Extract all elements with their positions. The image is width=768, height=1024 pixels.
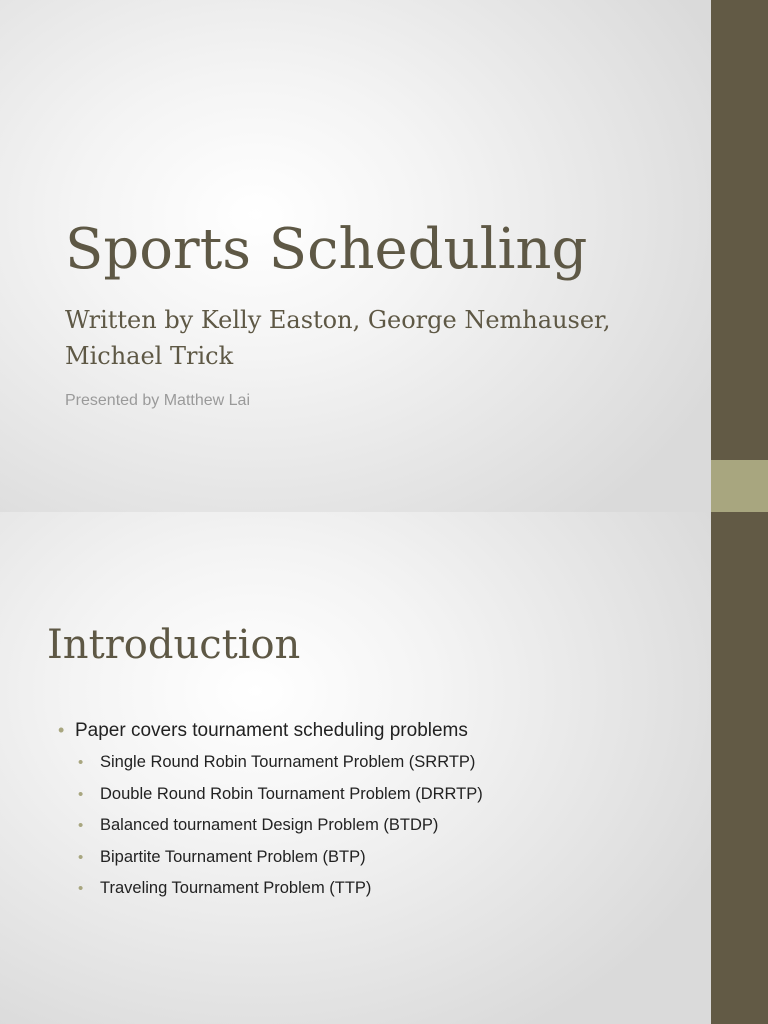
bullet-list [58, 718, 483, 905]
sub-bullet-list [78, 747, 483, 905]
sub-bullet-text: Double Round Robin Tournament Problem (DRRTP) [100, 784, 483, 803]
sub-bullet-text: Single Round Robin Tournament Problem (SRRTP) [100, 753, 476, 771]
sub-bullet-item [78, 810, 483, 842]
bullet-icon: • [78, 817, 84, 834]
bullet-icon: • [78, 754, 84, 771]
sub-bullet-text: Balanced tournament Design Problem (BTDP) [100, 816, 439, 834]
sub-bullet-text: Traveling Tournament Problem (TTP) [100, 879, 372, 897]
bullet-icon: • [78, 785, 84, 803]
sub-bullet-item [78, 842, 483, 874]
side-accent-block [711, 460, 768, 512]
bullet-icon: • [58, 720, 65, 740]
bullet-text: Paper covers tournament scheduling problems [75, 720, 468, 741]
sub-bullet-item [78, 873, 483, 905]
presenter-text: Presented by Matthew Lai [65, 392, 250, 409]
slide-subtitle: Written by Kelly Easton, George Nemhauser, Michael Trick [65, 306, 611, 370]
bullet-icon: • [78, 880, 84, 897]
content-slide [0, 512, 768, 1024]
sub-bullet-item [78, 779, 483, 811]
bullet-item [58, 718, 483, 905]
sub-bullet-item [78, 747, 483, 779]
section-title: Introduction [47, 622, 301, 668]
sub-bullet-text: Bipartite Tournament Problem (BTP) [100, 847, 366, 866]
side-bar [711, 0, 768, 512]
side-bar [711, 512, 768, 1024]
slide-title: Sports Scheduling [65, 217, 588, 282]
bullet-icon: • [78, 848, 84, 866]
